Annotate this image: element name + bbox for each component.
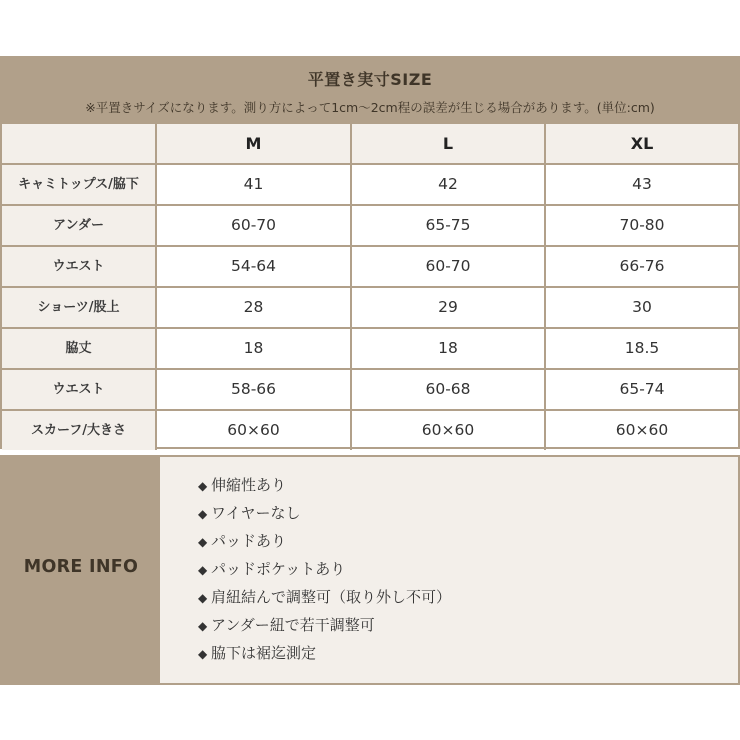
list-item	[198, 556, 345, 582]
list-item-text: パッドポケットあり	[211, 560, 346, 578]
diamond-icon: ◆	[198, 535, 208, 549]
table-cell: 18.5	[624, 339, 660, 357]
row-label: アンダー	[2, 206, 157, 245]
list-item	[198, 584, 451, 610]
diamond-icon: ◆	[198, 591, 208, 605]
table-row	[2, 329, 738, 368]
list-item	[198, 640, 316, 666]
table-cell: 66-76	[619, 257, 665, 275]
more-info-label: MORE INFO	[23, 557, 139, 577]
table-cell: 60×60	[352, 411, 546, 450]
size-table	[0, 56, 740, 449]
row-label: キャミトップス/脇下	[2, 165, 157, 204]
table-cell: 60-68	[352, 370, 546, 409]
corner-cell	[2, 124, 157, 163]
row-label: スカーフ/大きさ	[2, 411, 157, 450]
more-info-list	[160, 457, 738, 683]
list-item-text: ワイヤーなし	[211, 504, 301, 522]
column-header-l: L	[352, 124, 546, 163]
row-label: ショーツ/股上	[2, 288, 157, 327]
column-header-xl: XL	[546, 124, 738, 163]
list-item-text: 伸縮性あり	[211, 476, 287, 494]
table-cell: 43	[632, 175, 652, 193]
table-cell: 54-64	[157, 247, 352, 286]
diamond-icon: ◆	[198, 619, 208, 633]
table-cell: 30	[632, 298, 652, 316]
table-cell: 18	[352, 329, 546, 368]
column-header-row	[2, 124, 738, 163]
more-info-label-box	[2, 457, 160, 683]
table-row	[2, 165, 738, 204]
table-cell: 28	[157, 288, 352, 327]
row-label: 脇丈	[2, 329, 157, 368]
diamond-icon: ◆	[198, 563, 208, 577]
table-cell: 42	[352, 165, 546, 204]
table-cell: 60-70	[157, 206, 352, 245]
list-item	[198, 472, 286, 498]
row-label: ウエスト	[2, 247, 157, 286]
list-item	[198, 612, 375, 638]
table-cell: 29	[352, 288, 546, 327]
table-cell: 18	[157, 329, 352, 368]
table-row	[2, 206, 738, 245]
table-row	[2, 247, 738, 286]
table-cell: 70-80	[619, 216, 665, 234]
table-cell: 65-75	[352, 206, 546, 245]
table-cell: 41	[157, 165, 352, 204]
table-cell: 58-66	[157, 370, 352, 409]
more-info-panel	[0, 455, 740, 685]
table-cell: 65-74	[619, 380, 665, 398]
size-table-title: 平置き実寸SIZE	[307, 70, 433, 89]
diamond-icon: ◆	[198, 479, 208, 493]
list-item-text: パッドあり	[211, 532, 287, 550]
size-table-header	[2, 58, 738, 124]
list-item-text: 脇下は裾迄測定	[211, 644, 317, 662]
table-row	[2, 370, 738, 409]
list-item-text: アンダー紐で若干調整可	[211, 616, 375, 634]
size-table-note: ※平置きサイズになります。測り方によって1cm〜2cm程の誤差が生じる場合があります。(単位:cm)	[85, 100, 655, 115]
table-cell: 60×60	[615, 421, 669, 439]
column-header-m: M	[157, 124, 352, 163]
table-cell: 60×60	[157, 411, 352, 450]
row-label: ウエスト	[2, 370, 157, 409]
table-cell: 60-70	[352, 247, 546, 286]
diamond-icon: ◆	[198, 507, 208, 521]
diamond-icon: ◆	[198, 647, 208, 661]
list-item	[198, 528, 286, 554]
list-item-text: 肩紐結んで調整可（取り外し不可）	[211, 588, 452, 606]
table-row	[2, 411, 738, 450]
table-row	[2, 288, 738, 327]
list-item	[198, 500, 301, 526]
